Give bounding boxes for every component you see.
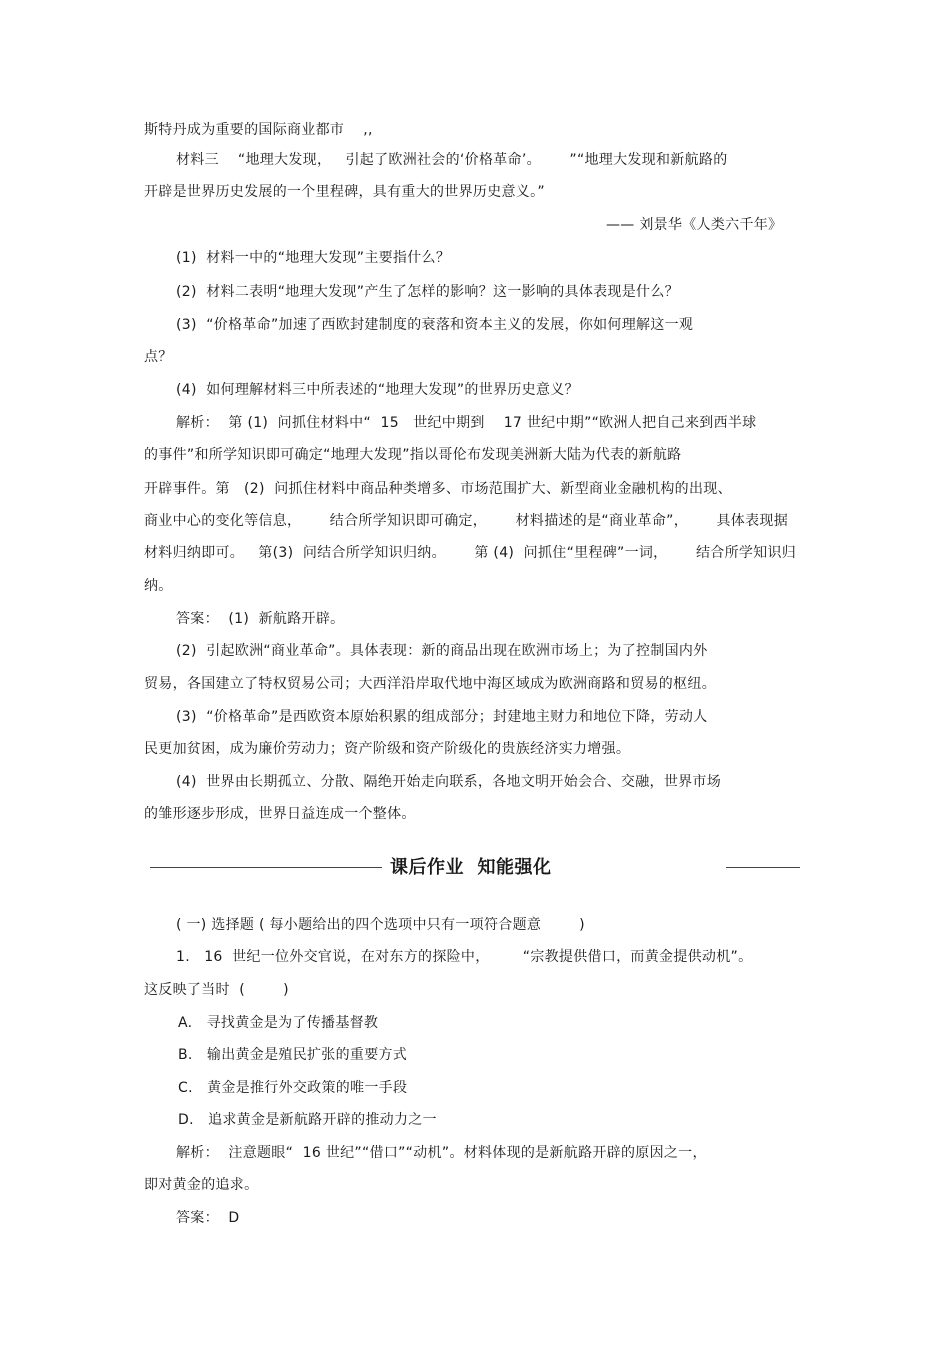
analysis-line: 开辟事件。第 (2) 问抓住材料中商品种类增多、市场范围扩大、新型商业金融机构的出现、 bbox=[144, 481, 732, 497]
material-three-quote: 材料三 “地理大发现， 引起了欧洲社会的‘价格革命’。 ”“地理大发现和新航路的 bbox=[176, 152, 728, 168]
question-stem: 1. 16 世纪一位外交官说，在对东方的探险中， “宗教提供借口，而黄金提供动机”。 bbox=[176, 949, 753, 965]
divider-rule-right bbox=[726, 867, 800, 868]
option-b: B. 输出黄金是殖民扩张的重要方式 bbox=[178, 1047, 408, 1063]
section-title: 课后作业 知能强化 bbox=[390, 857, 552, 878]
analysis-line: 纳。 bbox=[144, 578, 173, 594]
analysis-paragraph: 解析： 第 (1) 问抓住材料中“ 15 世纪中期到 17 世纪中期”“欧洲人把自己来到西半球 bbox=[176, 415, 757, 431]
question-2: (2) 材料二表明“地理大发现”产生了怎样的影响？这一影响的具体表现是什么？ bbox=[176, 284, 679, 300]
answer-3: (3) “价格革命”是西欧资本原始积累的组成部分；封建地主财力和地位下降，劳动人 bbox=[176, 709, 708, 725]
choice-analysis: 解析： 注意题眼“ 16 世纪”“借口”“动机”。材料体现的是新航路开辟的原因之一， bbox=[176, 1145, 707, 1161]
text-line: 开辟是世界历史发展的一个里程碑，具有重大的世界历史意义。” bbox=[144, 184, 545, 200]
option-c: C. 黄金是推行外交政策的唯一手段 bbox=[178, 1080, 408, 1096]
answer-4-continued: 的雏形逐步形成，世界日益连成一个整体。 bbox=[144, 806, 416, 822]
analysis-line: 商业中心的变化等信息， 结合所学知识即可确定， 材料描述的是“商业革命”， 具体表现据 bbox=[144, 513, 789, 529]
option-d: D. 追求黄金是新航路开辟的推动力之一 bbox=[178, 1112, 437, 1128]
question-1: (1) 材料一中的“地理大发现”主要指什么？ bbox=[176, 250, 451, 266]
question-3-continued: 点？ bbox=[144, 349, 173, 365]
answer-2: (2) 引起欧洲“商业革命”。具体表现：新的商品出现在欧洲市场上；为了控制国内外 bbox=[176, 643, 708, 659]
answer-4: (4) 世界由长期孤立、分散、隔绝开始走向联系，各地文明开始会合、交融，世界市场 bbox=[176, 774, 722, 790]
text-line: 斯特丹成为重要的国际商业都市 ,, bbox=[144, 122, 373, 138]
question-4: (4) 如何理解材料三中所表述的“地理大发现”的世界历史意义？ bbox=[176, 382, 579, 398]
choice-answer: 答案： D bbox=[176, 1210, 240, 1226]
source-attribution: —— 刘景华《人类六千年》 bbox=[606, 217, 783, 233]
option-a: A. 寻找黄金是为了传播基督教 bbox=[178, 1015, 379, 1031]
question-stem-continued: 这反映了当时 ( ) bbox=[144, 982, 289, 998]
answer-1: 答案： (1) 新航路开辟。 bbox=[176, 611, 345, 627]
answer-2-continued: 贸易，各国建立了特权贸易公司；大西洋沿岸取代地中海区域成为欧洲商路和贸易的枢纽。 bbox=[144, 676, 716, 692]
analysis-line: 材料归纳即可。 第(3) 问结合所学知识归纳。 第 (4) 问抓住“里程碑”一词， 结合所学知识归 bbox=[144, 545, 797, 561]
answer-3-continued: 民更加贫困，成为廉价劳动力；资产阶级和资产阶级化的贵族经济实力增强。 bbox=[144, 741, 631, 757]
section-divider bbox=[150, 856, 800, 880]
divider-rule-left bbox=[150, 867, 382, 868]
choice-analysis-continued: 即对黄金的追求。 bbox=[144, 1177, 259, 1193]
choice-section-heading: ( 一) 选择题 ( 每小题给出的四个选项中只有一项符合题意 ) bbox=[176, 917, 585, 933]
question-3: (3) “价格革命”加速了西欧封建制度的衰落和资本主义的发展，你如何理解这一观 bbox=[176, 317, 694, 333]
analysis-line: 的事件”和所学知识即可确定“地理大发现”指以哥伦布发现美洲新大陆为代表的新航路 bbox=[144, 447, 682, 463]
